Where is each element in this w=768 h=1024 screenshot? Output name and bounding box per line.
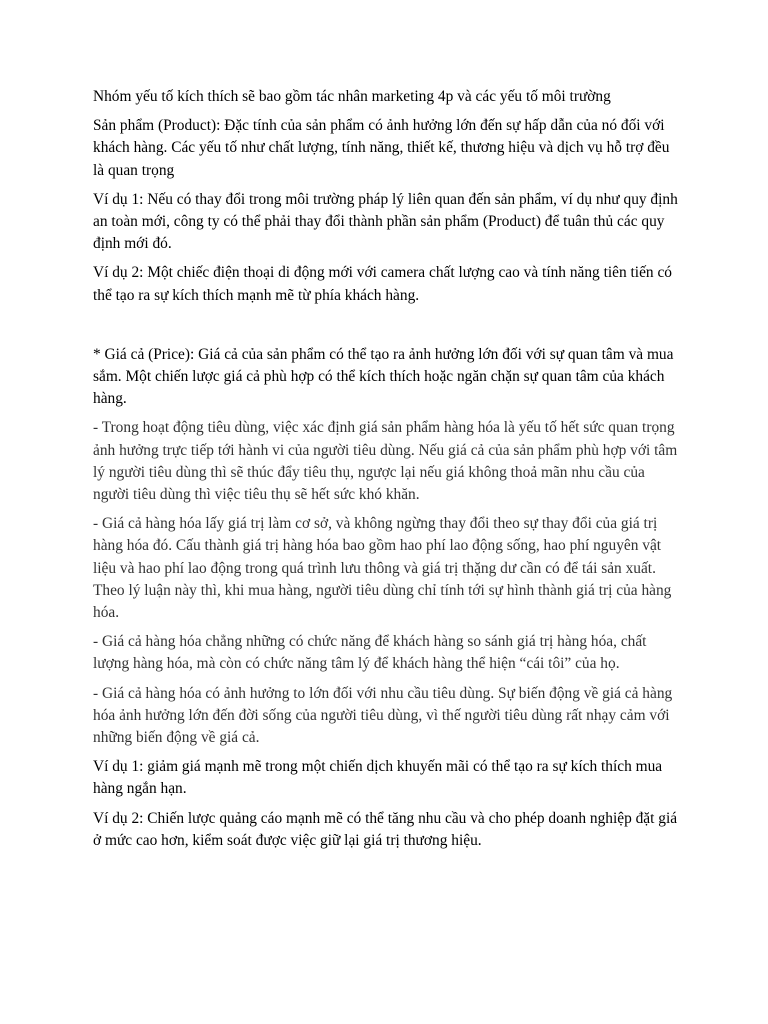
price-bullet-4: - Giá cả hàng hóa có ảnh hưởng to lớn đối với nhu cầu tiêu dùng. Sự biến động về giá cả hàng hóa ảnh hưởng lớn đến đời sống của người tiêu dùng, vì thế người tiêu dùng rất nhạy cảm với những biến động về giá cả. (93, 684, 673, 747)
product-example-2: Ví dụ 2: Một chiếc điện thoại di động mới với camera chất lượng cao và tính năng tiên tiến có thể tạo ra sự kích thích mạnh mẽ từ phía khách hàng. (93, 264, 672, 304)
price-bullet-3: - Giá cả hàng hóa chẳng những có chức năng để khách hàng so sánh giá trị hàng hóa, chất lượng hàng hóa, mà còn có chức năng tâm lý để khách hàng thể hiện “cái tôi” của họ. (93, 633, 647, 673)
price-example-2: Ví dụ 2: Chiến lược quảng cáo mạnh mẽ có thể tăng nhu cầu và cho phép doanh nghiệp đặt giá ở mức cao hơn, kiểm soát được việc giữ lại giá trị thương hiệu. (93, 809, 678, 849)
price-example-1: Ví dụ 1: giảm giá mạnh mẽ trong một chiến dịch khuyến mãi có thể tạo ra sự kích thích mua hàng ngắn hạn. (93, 758, 663, 798)
price-paragraph: * Giá cả (Price): Giá cả của sản phẩm có thể tạo ra ảnh hưởng lớn đối với sự quan tâm và mua sắm. Một chiến lược giá cả phù hợp có thể kích thích hoặc ngăn chặn sự quan tâm của khách hàng. (93, 345, 674, 408)
document-body (93, 86, 678, 859)
price-bullet-2: - Giá cả hàng hóa lấy giá trị làm cơ sở, và không ngừng thay đổi theo sự thay đổi của giá trị hàng hóa đó. Cấu thành giá trị hàng hóa bao gồm hao phí lao động sống, hao phí nguyên vật liệu và hao phí lao động trong quá trình lưu thông và giá trị thặng dư cần có để tái sản xuất. Theo lý luận này thì, khi mua hàng, người tiêu dùng chỉ tính tới sự hình thành giá trị của hàng hóa. (93, 515, 672, 622)
intro-paragraph: Nhóm yếu tố kích thích sẽ bao gồm tác nhân marketing 4p và các yếu tố môi trường (93, 88, 611, 105)
product-paragraph: Sản phẩm (Product): Đặc tính của sản phẩm có ảnh hưởng lớn đến sự hấp dẫn của nó đối với khách hàng. Các yếu tố như chất lượng, tính năng, thiết kế, thương hiệu và dịch vụ hỗ trợ đều là quan trọng (93, 117, 670, 179)
price-bullet-1: - Trong hoạt động tiêu dùng, việc xác định giá sản phẩm hàng hóa là yếu tố hết sức quan trọng ảnh hưởng trực tiếp tới hành vi của người tiêu dùng. Nếu giá cả của sản phẩm phù hợp với tâm lý người tiêu dùng thì sẽ thúc đẩy tiêu thụ, ngược lại nếu giá không thoả mãn nhu cầu của người tiêu dùng thì việc tiêu thụ sẽ hết sức khó khăn. (93, 419, 678, 504)
blank-line (93, 314, 678, 344)
product-example-1: Ví dụ 1: Nếu có thay đổi trong môi trường pháp lý liên quan đến sản phẩm, ví dụ như quy định an toàn mới, công ty có thể phải thay đổi thành phần sản phẩm (Product) để tuân thủ các quy định mới đó. (93, 190, 678, 253)
